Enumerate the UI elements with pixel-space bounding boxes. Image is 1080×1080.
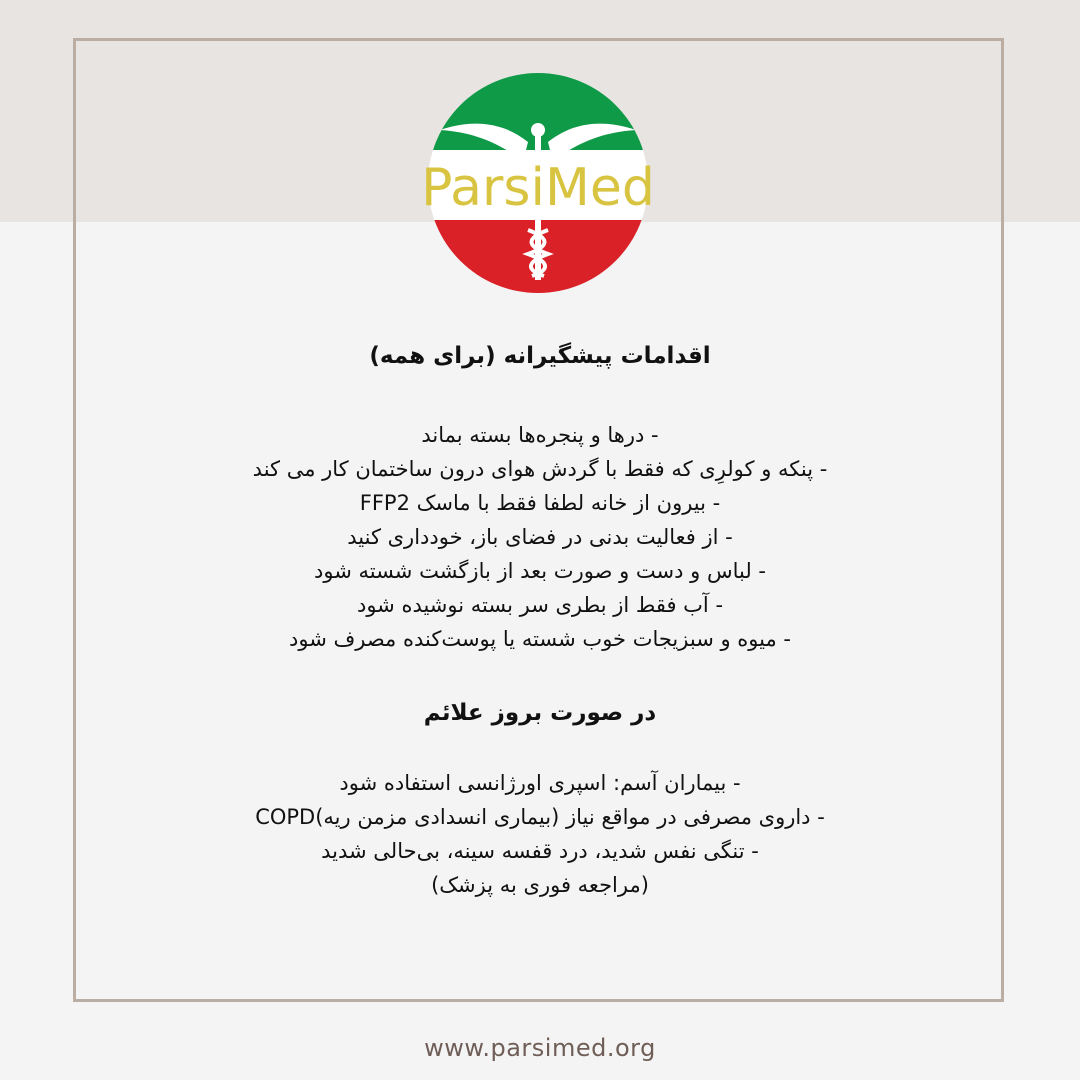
prevention-item: - درها و پنجره‌ها بسته بماند [421, 423, 659, 447]
prevention-item: - پنکه و کولرِی که فقط با گردش هوای درون ساختمان کار می کند [252, 457, 828, 481]
prevention-item: - میوه و سبزیجات خوب شسته یا پوست‌کنده مصرف شود [289, 627, 791, 651]
parsimed-logo [400, 70, 680, 300]
symptoms-item: - داروی مصرفی در مواقع نیاز (بیماری انسدادی مزمن ریه)COPD [255, 805, 825, 829]
prevention-item: - لباس و دست و صورت بعد از بازگشت شسته شود [314, 559, 766, 583]
symptoms-title: در صورت بروز علائم [423, 700, 657, 726]
prevention-item: - از فعالیت بدنی در فضای باز، خودداری کنید [347, 525, 733, 549]
prevention-title: اقدامات پیشگیرانه (برای همه) [369, 343, 711, 369]
logo-wordmark: ParsiMed [421, 158, 655, 218]
prevention-list [120, 418, 960, 656]
prevention-item: - بیرون از خانه لطفا فقط با ماسک FFP2 [359, 491, 721, 515]
symptoms-item: - بیماران آسم: اسپری اورژانسی استفاده شود [339, 771, 741, 795]
symptoms-item: (مراجعه فوری به پزشک) [431, 873, 649, 897]
prevention-item: - آب فقط از بطری سر بسته نوشیده شود [356, 593, 724, 617]
website-link[interactable]: www.parsimed.org [424, 1034, 656, 1062]
symptoms-item: - تنگی نفس شدید، درد قفسه سینه، بی‌حالی شدید [321, 839, 759, 863]
symptoms-list [120, 766, 960, 902]
